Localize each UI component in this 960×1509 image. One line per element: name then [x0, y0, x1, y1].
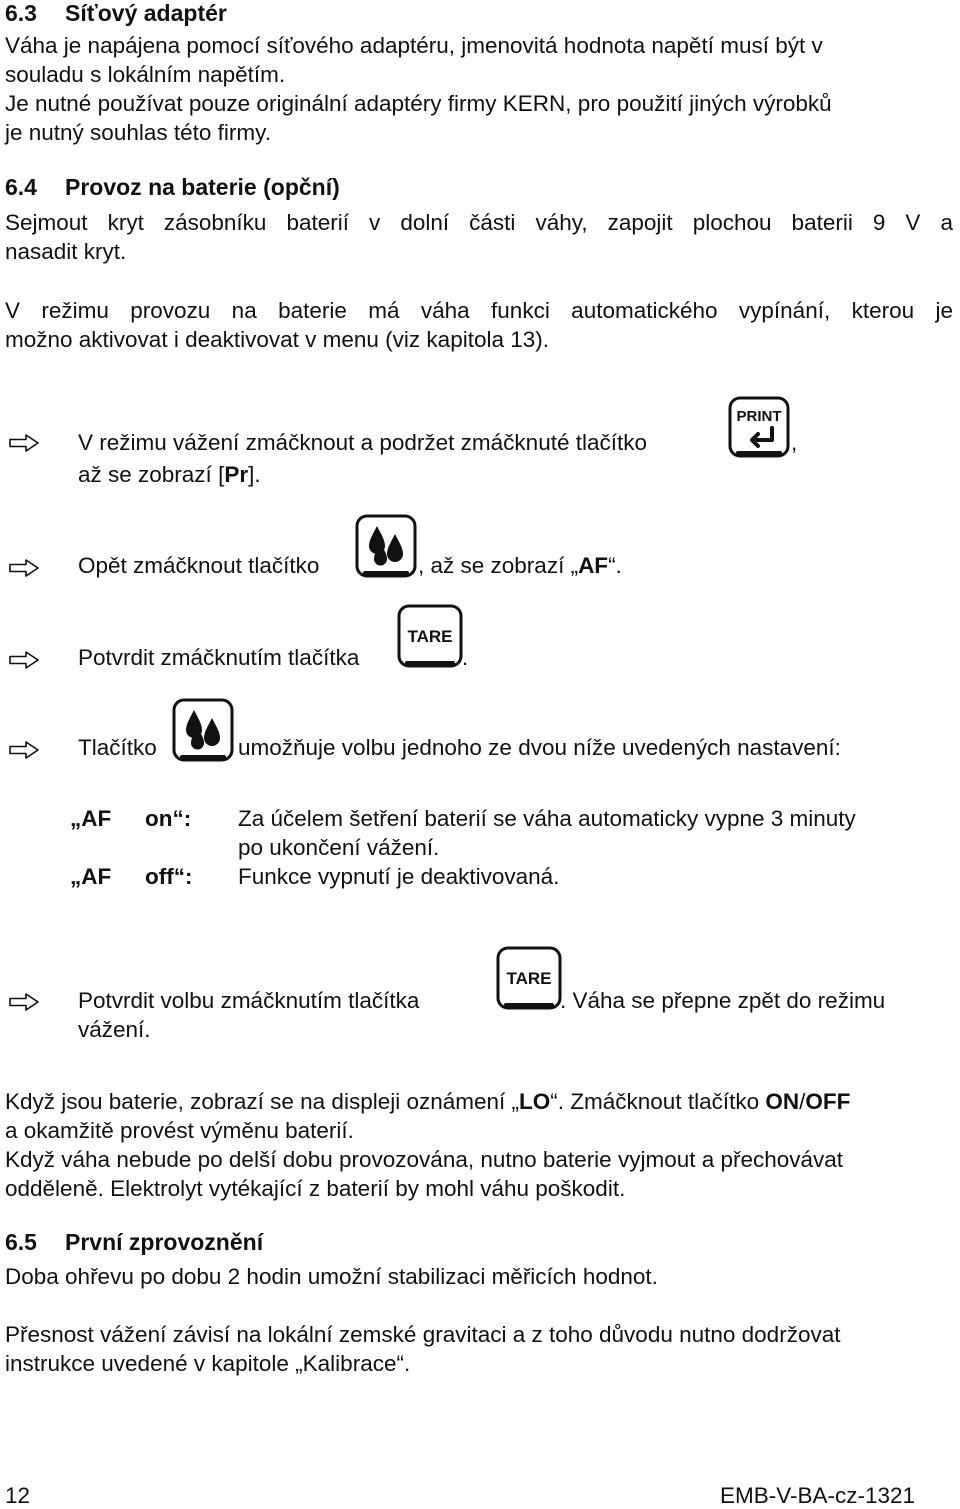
- section-6-5-heading: [5, 1229, 263, 1256]
- section-6-3-heading: [5, 0, 227, 27]
- text: Když jsou baterie, zobrazí se na displeji oznámení „: [5, 1089, 520, 1114]
- paragraph-low-battery: [5, 1089, 850, 1115]
- af-on-label-state: on“:: [145, 806, 192, 831]
- section-6-4-heading: [5, 174, 340, 201]
- paragraph: Když váha nebude po delší dobu provozována, nutno baterie vyjmout a přechovávat: [5, 1147, 844, 1172]
- step-arrow-icon: [8, 433, 40, 453]
- step-2-text: Opět zmáčknout tlačítko: [78, 553, 320, 578]
- step-1-comma: ,: [791, 430, 798, 455]
- paragraph-line: V režimu provozu na baterie má váha funkci automatického vypínání, kterou je: [5, 298, 953, 323]
- step-arrow-icon: [8, 558, 40, 578]
- step-arrow-icon: [8, 740, 40, 760]
- text: ].: [248, 462, 261, 487]
- enter-arrow-icon: [752, 428, 772, 446]
- paragraph-line: nasadit kryt.: [5, 239, 127, 264]
- paragraph: Přesnost vážení závisí na lokální zemské gravitaci a z toho důvodu nutno dodržovat: [5, 1322, 841, 1347]
- text: “. Zmáčknout tlačítko: [550, 1089, 766, 1114]
- paragraph: [5, 208, 953, 266]
- text: “.: [608, 553, 622, 578]
- step-4-text-cont: umožňuje volbu jednoho ze dvou níže uvedených nastavení:: [238, 735, 841, 760]
- text: /: [799, 1089, 806, 1114]
- water-drops-icon: [355, 514, 417, 580]
- text: až se zobrazí [: [78, 462, 225, 487]
- step-3-period: .: [462, 645, 469, 670]
- step-2-text-cont: [418, 553, 622, 579]
- tare-button-icon: [397, 604, 463, 670]
- paragraph: a okamžitě provést výměnu baterií.: [5, 1118, 354, 1143]
- display-code: LO: [519, 1089, 551, 1114]
- af-off-desc: Funkce vypnutí je deaktivovaná.: [238, 864, 560, 889]
- af-on-desc-cont: po ukončení vážení.: [238, 835, 440, 860]
- section-title: Provoz na baterie (opční): [65, 174, 340, 200]
- step-5-text-end: vážení.: [78, 1017, 151, 1042]
- tare-button-label: TARE: [407, 627, 453, 646]
- paragraph: Je nutné používat pouze originální adaptéry firmy KERN, pro použití jiných výrobků: [5, 91, 832, 116]
- section-number: 6.4: [5, 174, 37, 200]
- paragraph: je nutný souhlas této firmy.: [5, 120, 271, 145]
- paragraph: instrukce uvedené v kapitole „Kalibrace“.: [5, 1351, 411, 1376]
- page-number: 12: [5, 1483, 31, 1508]
- paragraph: souladu s lokálním napětím.: [5, 62, 286, 87]
- step-3-text: Potvrdit zmáčknutím tlačítka: [78, 645, 360, 670]
- step-1-text-cont: [78, 462, 261, 488]
- step-1-text: V režimu vážení zmáčknout a podržet zmáčknuté tlačítko: [78, 430, 648, 455]
- document-code: EMB-V-BA-cz-1321: [719, 1483, 915, 1508]
- paragraph-line: možno aktivovat i deaktivovat v menu (viz kapitola 13).: [5, 327, 549, 352]
- section-number: 6.3: [5, 0, 37, 26]
- display-code: Pr: [224, 462, 249, 487]
- water-drops-icon: [172, 698, 234, 764]
- section-title: Síťový adaptér: [65, 0, 227, 26]
- step-arrow-icon: [8, 992, 40, 1012]
- section-title: První zprovoznění: [65, 1229, 264, 1255]
- step-arrow-icon: [8, 650, 40, 670]
- paragraph: odděleně. Elektrolyt vytékající z baterií by mohl váhu poškodit.: [5, 1176, 626, 1201]
- af-off-label-state: off“:: [145, 864, 193, 889]
- section-number: 6.5: [5, 1229, 37, 1255]
- paragraph: [5, 296, 953, 354]
- paragraph: Doba ohřevu po dobu 2 hodin umožní stabilizaci měřicích hodnot.: [5, 1264, 658, 1289]
- key-name: ON: [765, 1089, 800, 1114]
- step-4-text: Tlačítko: [78, 735, 157, 760]
- key-name: OFF: [805, 1089, 851, 1114]
- display-code: AF: [578, 553, 609, 578]
- print-button-icon: [728, 396, 790, 460]
- tare-button-label: TARE: [506, 969, 552, 988]
- tare-button-icon: [496, 946, 562, 1012]
- print-button-label: PRINT: [736, 408, 782, 425]
- paragraph-line: Sejmout kryt zásobníku baterií v dolní části váhy, zapojit plochou baterii 9 V a: [5, 210, 953, 235]
- step-5-text: Potvrdit volbu zmáčknutím tlačítka: [78, 988, 420, 1013]
- paragraph: Váha je napájena pomocí síťového adaptéru, jmenovitá hodnota napětí musí být v: [5, 33, 823, 58]
- step-5-text-cont: . Váha se přepne zpět do režimu: [560, 988, 886, 1013]
- af-on-label: „AF: [70, 806, 112, 831]
- af-on-desc: Za účelem šetření baterií se váha automaticky vypne 3 minuty: [238, 806, 856, 831]
- af-off-label: „AF: [70, 864, 112, 889]
- text: , až se zobrazí „: [418, 553, 579, 578]
